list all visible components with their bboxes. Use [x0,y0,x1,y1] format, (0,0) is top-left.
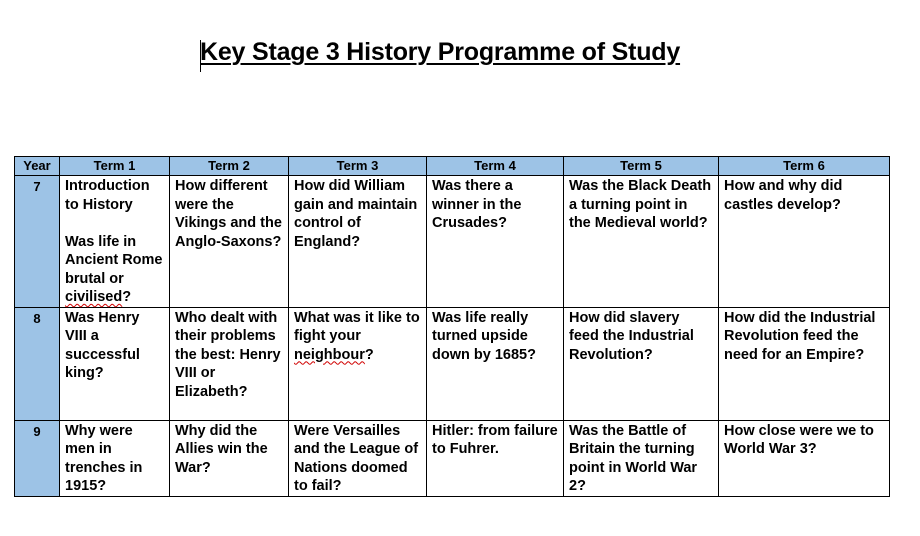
spellcheck-word: neighbour [294,346,365,363]
cell-text-extra: Was life in Ancient Rome brutal or civilised? [65,233,163,305]
table-row-year-9 [15,420,890,496]
programme-table [14,156,890,497]
cell-term-1: Why were men in trenches in 1915? [60,420,170,496]
header-term-3: Term 3 [289,157,427,176]
year-cell: 8 [15,307,60,420]
cell-term-2: Why did the Allies win the War? [170,420,289,496]
header-term-4: Term 4 [427,157,564,176]
cell-term-5: Was the Battle of Britain the turning point in World War 2? [564,420,719,496]
cell-term-3: How did William gain and maintain control of England? [289,176,427,308]
cell-term-5: How did slavery feed the Industrial Revolution? [564,307,719,420]
table-row-year-8 [15,307,890,420]
cell-term-5: Was the Black Death a turning point in the Medieval world? [564,176,719,308]
header-term-5: Term 5 [564,157,719,176]
cell-term-2: How different were the Vikings and the Anglo-Saxons? [170,176,289,308]
cell-term-3: What was it like to fight your neighbour? [289,307,427,420]
header-term-6: Term 6 [719,157,890,176]
cell-term-4: Was there a winner in the Crusades? [427,176,564,308]
spellcheck-word: civilised [65,289,123,305]
year-cell: 7 [15,176,60,308]
header-year: Year [15,157,60,176]
cell-term-6: How and why did castles develop? [719,176,890,308]
cell-term-3: Were Versailles and the League of Nations doomed to fail? [289,420,427,496]
document-title: Key Stage 3 History Programme of Study [200,38,681,66]
header-term-1: Term 1 [60,157,170,176]
header-term-2: Term 2 [170,157,289,176]
cell-term-1: Was Henry VIII a successful king? [60,307,170,420]
cell-term-6: How close were we to World War 3? [719,420,890,496]
table-row-year-7 [15,176,890,308]
cell-term-4: Was life really turned upside down by 1685? [427,307,564,420]
cell-term-4: Hitler: from failure to Fuhrer. [427,420,564,496]
cell-term-6: How did the Industrial Revolution feed the need for an Empire? [719,307,890,420]
header-row [15,157,890,176]
year-cell: 9 [15,420,60,496]
cell-term-2: Who dealt with their problems the best: Henry VIII or Elizabeth? [170,307,289,420]
cell-term-1 [60,176,170,308]
cell-text: Introduction to History [65,178,150,213]
